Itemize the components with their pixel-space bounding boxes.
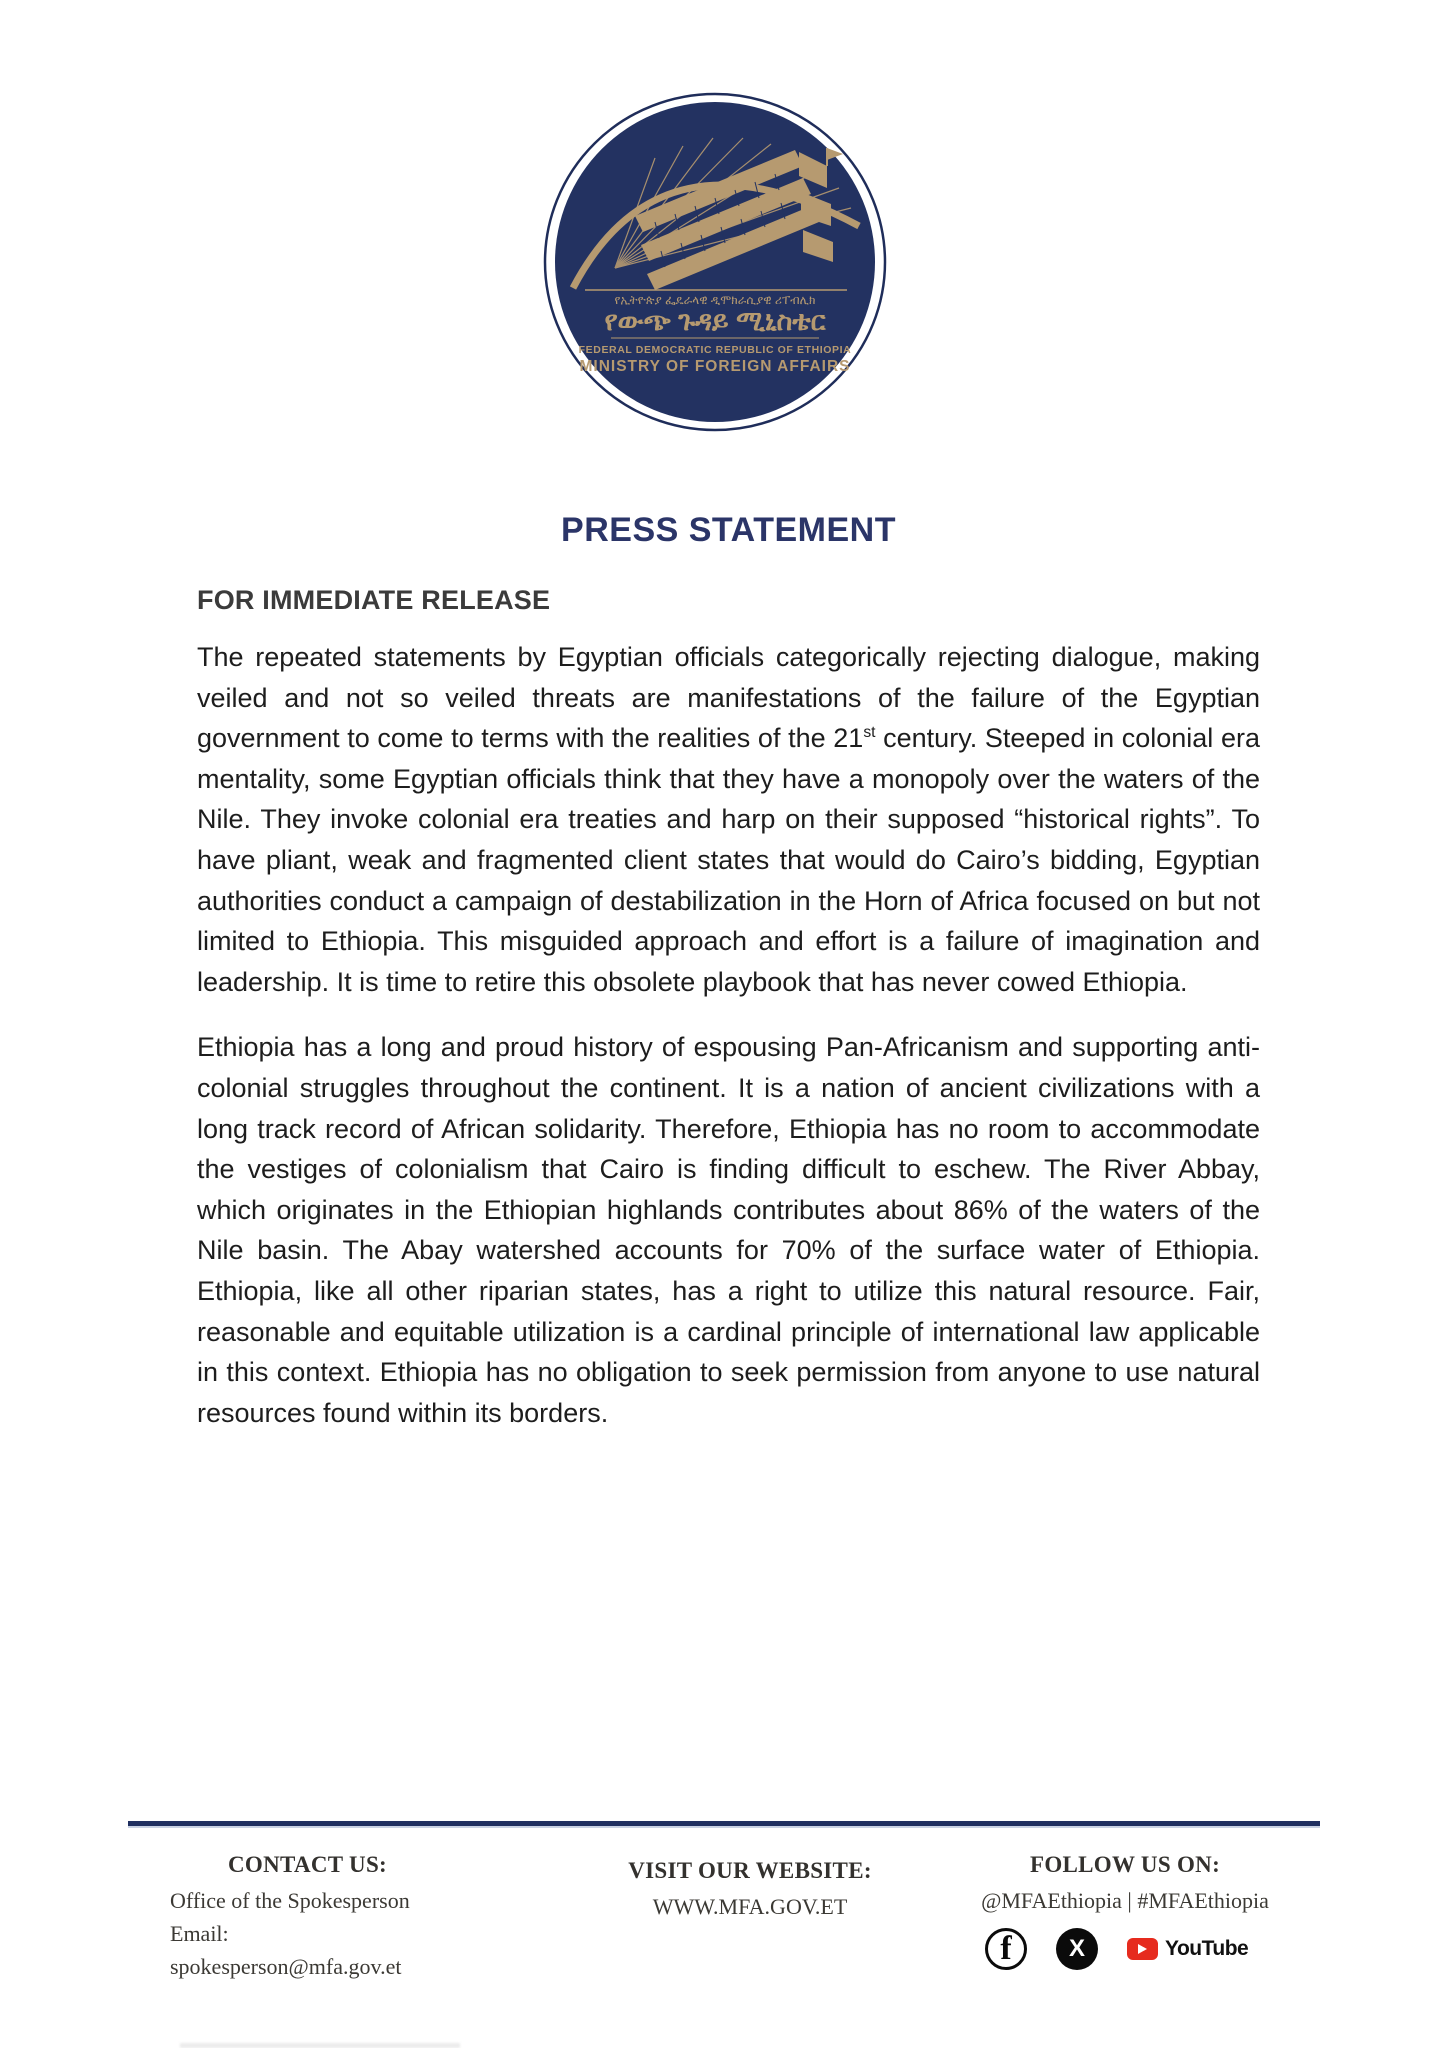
mfa-ethiopia-logo: [543, 92, 887, 432]
website-heading: VISIT OUR WEBSITE:: [628, 1858, 872, 1883]
ordinal-superscript: st: [863, 724, 876, 742]
facebook-glyph: f: [1000, 1930, 1012, 1967]
footer-divider: [128, 1821, 1320, 1828]
contact-email-line: Email: spokesperson@mfa.gov.et: [170, 1921, 402, 1979]
website-url: WWW.MFA.GOV.ET: [652, 1894, 848, 1919]
youtube-play-icon: [1127, 1938, 1158, 1960]
logo-country-text: FEDERAL DEMOCRATIC REPUBLIC OF ETHIOPIA: [578, 344, 852, 356]
paragraph-1-continued: century. Steeped in colonial era mentality, some Egyptian officials think that they have a monopoly over the waters of the Nile. They invoke colonial era treaties and harp on their supposed “historical rights”. To have pliant, weak and fragmented client states that would do Cairo’s bidding, Egyptian authorities conduct a campaign of destabilization in the Horn of Africa focused on but not limited to Ethiopia. This misguided approach and effort is a failure of imagination and leadership. It is time to retire this obsolete playbook that has never cowed Ethiopia.: [197, 723, 1260, 997]
ministry-seal-icon: [543, 92, 887, 432]
logo-ministry-text: MINISTRY OF FOREIGN AFFAIRS: [579, 358, 851, 375]
paragraph-2: Ethiopia has a long and proud history of espousing Pan-Africanism and supporting anti-colonial struggles throughout the continent. It is a nation of ancient civilizations with a long track record of African solidarity. Therefore, Ethiopia has no room to accommodate the vestiges of colonialism that Cairo is finding difficult to eschew. The River Abbay, which originates in the Ethiopian highlands contributes about 86% of the waters of the Nile basin. The Abay watershed accounts for 70% of the surface water of Ethiopia. Ethiopia, like all other riparian states, has a right to utilize this natural resource. Fair, reasonable and equitable utilization is a cardinal principle of international law applicable in this context. Ethiopia has no obligation to seek permission from anyone to use natural resources found within its borders.: [197, 1032, 1260, 1428]
social-icons-row: [985, 1928, 1248, 1970]
contact-heading: CONTACT US:: [228, 1852, 387, 1877]
contact-office-line: Office of the Spokesperson: [170, 1888, 410, 1913]
footer-website-block: [615, 1858, 885, 1923]
paragraph-1: [197, 637, 1260, 1002]
youtube-label: YouTube: [1165, 1937, 1249, 1960]
statement-body: [197, 637, 1260, 1458]
footer-contact-block: [170, 1852, 445, 1983]
x-glyph: X: [1068, 1935, 1085, 1962]
paragraph-1-text: The repeated statements by Egyptian officials categorically rejecting dialogue, making veiled and not so veiled threats are manifestations of the failure of the Egyptian government to come to terms with the realities of the 21: [197, 642, 1260, 754]
next-page-edge-artifact: [180, 2043, 460, 2048]
logo-amharic-large-text: የውጭ ጉዳይ ሚኒስቴር: [604, 306, 826, 336]
follow-heading: FOLLOW US ON:: [1029, 1852, 1221, 1877]
facebook-icon: [985, 1928, 1027, 1970]
logo-amharic-small-text: የኢትዮጵያ ፌዴራላዊ ዲሞክራሲያዊ ሪፐብሊክ: [614, 293, 816, 307]
youtube-icon: [1127, 1937, 1248, 1961]
footer-follow-block: [940, 1852, 1310, 1917]
x-twitter-icon: [1056, 1928, 1098, 1970]
page-title: PRESS STATEMENT: [561, 511, 896, 549]
release-line: FOR IMMEDIATE RELEASE: [197, 585, 551, 615]
social-handles: @MFAEthiopia | #MFAEthiopia: [981, 1888, 1269, 1913]
